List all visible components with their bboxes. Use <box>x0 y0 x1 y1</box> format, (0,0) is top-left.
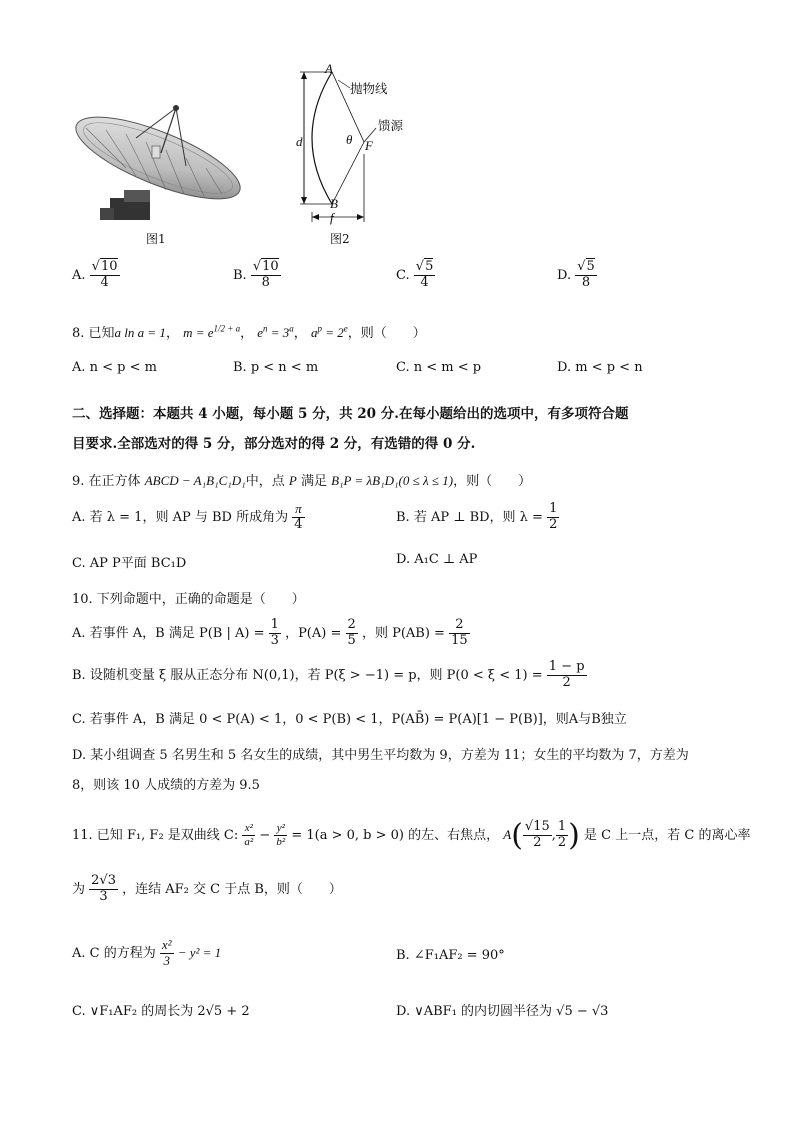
q10-option-a: A. 若事件 A，B 满足 P(B | A) = $\frac{1}{3}$ ，P(A) = $\frac{2}{5}$ ，则 P(AB) = $\frac{2}{15}$ <box>72 617 468 648</box>
q7-option-a: A. $\frac{√10}{4}$ <box>72 259 118 290</box>
q10-option-d-line1: D. 某小组调查 5 名男生和 5 名女生的成绩，其中男生平均数为 9，方差为 11；女生的平均数为 7，方差为 <box>72 748 689 763</box>
q11-option-a: A. C 的方程为 $\frac{\text{x²}}{3}$ − y² = 1 <box>72 937 222 968</box>
q11-stem-line2: 为 $\frac{2√3}{3}$ ，连结 AF₂ 交 C 于点 B，则（ ） <box>72 873 342 904</box>
q7-option-d: D. $\frac{√5}{8}$ <box>557 259 595 290</box>
section2-line1: 二、选择题：本题共 4 小题，每小题 5 分，共 20 分.在每小题给出的选项中，有多项符合题 <box>72 406 629 422</box>
q9-option-a: A. 若 λ = 1，则 AP 与 BD 所成角为 $\frac{\pi}{4}$ <box>72 501 303 532</box>
q10-option-c: C. 若事件 A，B 满足 0 < P(A) < 1，0 < P(B) < 1，P(AB̄) = P(A)[1 − P(B)]，则A与B独立 <box>72 712 627 727</box>
q8-stem: 8. 已知a ln a = 1， $m = e^{1/2 + a}$， $e^n = 3^a$， $a^p = 2^e$，则（ ） <box>72 323 426 341</box>
q9-option-c: C. AP P平面 BC₁D <box>72 556 187 571</box>
q10-option-b: B. 设随机变量 ξ 服从正态分布 N(0,1)，若 P(ξ > −1) = p，则 P(0 < ξ < 1) = $\frac{1 - p}{2}$ <box>72 659 585 690</box>
fig2-label-A: A <box>325 61 333 76</box>
section2-line2: 目要求.全部选对的得 5 分，部分选对的得 2 分，有选错的得 0 分. <box>72 436 476 452</box>
q8-option-d: D. m < p < n <box>557 360 643 375</box>
q7-option-b: B. $\frac{√10}{8}$ <box>233 259 279 290</box>
q9-option-d: D. A₁C ⊥ AP <box>396 552 478 567</box>
q11-stem: 11. 已知 F₁, F₂ 是双曲线 C: $\frac{\text{x²}}{\text{a²}}$ − $\frac{\text{y²}}{\text{b²}}$ = 1(a > 0, b > 0) 的左、右焦点， A( $\frac{√15}{2}$ , $\frac{1}{2}$ ) 是 C 上一点，若 C 的离心率 <box>72 818 751 853</box>
figure-2-caption: 图2 <box>330 232 350 246</box>
fig2-label-d: d <box>296 134 303 149</box>
q8-option-c: C. n < m < p <box>396 360 482 375</box>
figure-1-caption: 图1 <box>146 232 166 246</box>
fig2-label-theta: θ <box>346 132 353 147</box>
fig2-label-B: B <box>330 196 338 211</box>
q10-option-d-line2: 8，则该 10 人成绩的方差为 9.5 <box>72 778 260 793</box>
q10-stem: 10. 下列命题中，正确的命题是（ ） <box>72 592 305 607</box>
fig2-label-feed: 馈源 <box>378 118 404 133</box>
fig2-label-parabola: 抛物线 <box>350 81 388 96</box>
q7-option-c: C. $\frac{√5}{4}$ <box>396 259 434 290</box>
q9-stem: 9. 在正方体 ABCD − A₁B₁C₁D₁中，点 P 满足 B₁P = λB₁D₁(0 ≤ λ ≤ 1)，则（ ） <box>72 473 532 489</box>
q8-option-a: A. n < p < m <box>72 360 157 375</box>
satellite-dish-illustration <box>66 98 246 226</box>
q11-option-b: B. ∠F₁AF₂ = 90° <box>396 948 505 963</box>
fig2-label-F: F <box>365 138 373 153</box>
q11-option-c: C. ∨F₁AF₂ 的周长为 2√5 + 2 <box>72 1004 250 1019</box>
q8-option-b: B. p < n < m <box>233 360 319 375</box>
figure-1 <box>66 98 246 226</box>
q9-option-b: B. 若 AP ⊥ BD，则 λ = $\frac{1}{2}$ <box>396 501 558 532</box>
fig2-label-f: f <box>330 210 334 225</box>
q11-option-d: D. ∨ABF₁ 的内切圆半径为 √5 − √3 <box>396 1004 609 1019</box>
